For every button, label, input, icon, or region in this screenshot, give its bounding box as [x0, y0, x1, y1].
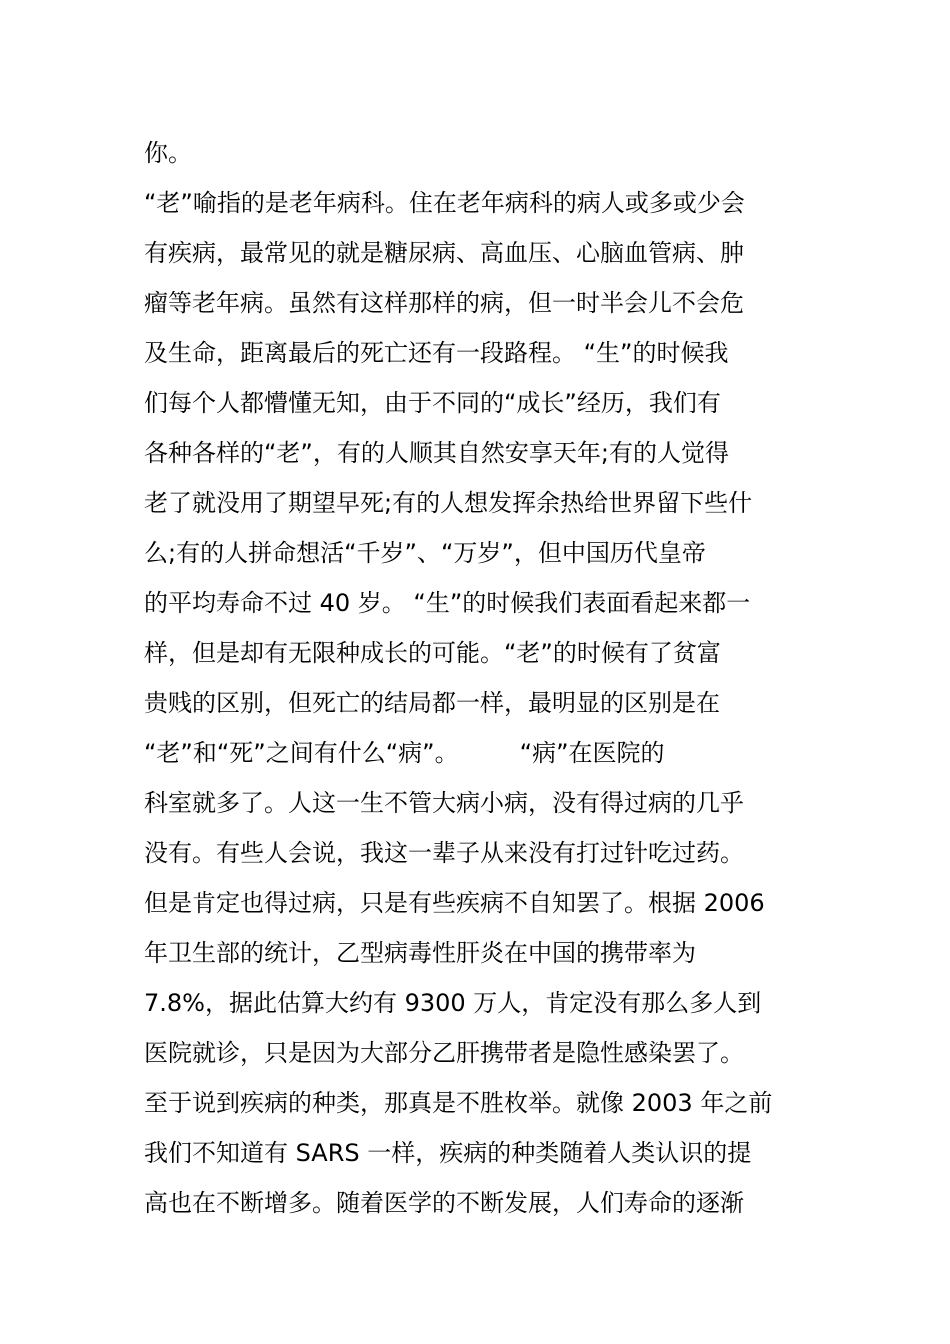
text-line: 老了就没用了期望早死;有的人想发挥余热给世界留下些什 — [144, 489, 753, 517]
text-line: 医院就诊，只是因为大部分乙肝携带者是隐性感染罢了。 — [144, 1039, 744, 1067]
text-line: 我们不知道有 SARS 一样，疾病的种类随着人类认识的提 — [144, 1139, 752, 1167]
text-line: 各种各样的“老”，有的人顺其自然安享天年;有的人觉得 — [144, 439, 729, 467]
text-line: “老”和“死”之间有什么“病”。 “病”在医院的 — [144, 739, 665, 767]
text-line: 年卫生部的统计，乙型病毒性肝炎在中国的携带率为 — [144, 939, 696, 967]
text-line: “老”喻指的是老年病科。住在老年病科的病人或多或少会 — [144, 189, 745, 217]
text-line: 没有。有些人会说，我这一辈子从来没有打过针吃过药。 — [144, 839, 744, 867]
text-line: 及生命，距离最后的死亡还有一段路程。 “生”的时候我 — [144, 339, 729, 367]
text-line: 你。 — [144, 139, 192, 167]
text-line: 科室就多了。人这一生不管大病小病，没有得过病的几乎 — [144, 789, 744, 817]
text-line: 至于说到疾病的种类，那真是不胜枚举。就像 2003 年之前 — [144, 1089, 773, 1117]
text-line: 有疾病，最常见的就是糖尿病、高血压、心脑血管病、肿 — [144, 239, 744, 267]
body-text — [144, 128, 824, 1228]
text-line: 贵贱的区别，但死亡的结局都一样，最明显的区别是在 — [144, 689, 720, 717]
text-line: 7.8%，据此估算大约有 9300 万人，肯定没有那么多人到 — [144, 989, 762, 1017]
text-line: 的平均寿命不过 40 岁。 “生”的时候我们表面看起来都一 — [144, 589, 751, 617]
text-line: 高也在不断增多。随着医学的不断发展，人们寿命的逐渐 — [144, 1189, 744, 1217]
text-line: 但是肯定也得过病，只是有些疾病不自知罢了。根据 2006 — [144, 889, 765, 917]
text-line: 瘤等老年病。虽然有这样那样的病，但一时半会儿不会危 — [144, 289, 744, 317]
text-line: 么;有的人拼命想活“千岁”、“万岁”，但中国历代皇帝 — [144, 539, 706, 567]
text-line: 们每个人都懵懂无知，由于不同的“成长”经历，我们有 — [144, 389, 721, 417]
text-line: 样，但是却有无限种成长的可能。“老”的时候有了贫富 — [144, 639, 721, 667]
